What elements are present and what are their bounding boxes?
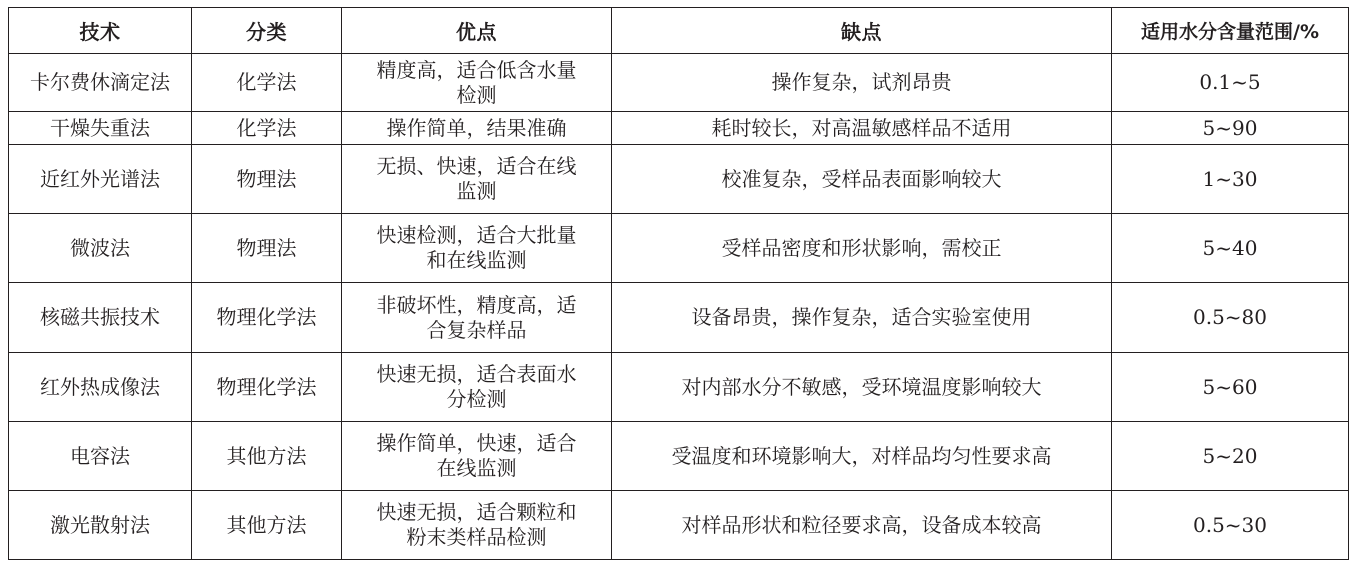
cell-disadvantages: 操作复杂，试剂昂贵: [612, 54, 1112, 112]
cell-range: 5~40: [1112, 214, 1349, 283]
cell-disadvantages: 设备昂贵，操作复杂，适合实验室使用: [612, 283, 1112, 353]
advantages-line: 非破坏性，精度高，适: [376, 292, 577, 317]
cell-tech: 激光散射法: [9, 491, 192, 560]
header-advantages: 优点: [342, 8, 612, 54]
cell-range: 1~30: [1112, 145, 1349, 214]
advantages-line: 快速无损，适合颗粒和: [376, 500, 577, 524]
cell-advantages: [342, 112, 612, 145]
table-row: [9, 214, 1349, 283]
cell-category: 其他方法: [192, 422, 342, 491]
cell-advantages: [342, 145, 612, 214]
cell-disadvantages: 受样品密度和形状影响，需校正: [612, 214, 1112, 283]
advantages-line: 粉末类样品检测: [406, 525, 547, 549]
advantages-line: 分检测: [446, 387, 507, 411]
cell-tech: 核磁共振技术: [9, 283, 192, 353]
cell-category: 化学法: [192, 112, 342, 145]
advantages-line: 和在线监测: [426, 248, 527, 272]
table-row: [9, 54, 1349, 112]
advantages-line: 快速检测，适合大批量: [376, 223, 577, 247]
cell-range: 0.5~30: [1112, 491, 1349, 560]
cell-category: 化学法: [192, 54, 342, 112]
cell-tech: 卡尔费休滴定法: [9, 54, 192, 112]
header-range: 适用水分含量范围/%: [1112, 8, 1349, 54]
advantages-line: 合复杂样品: [426, 317, 527, 342]
cell-tech: 近红外光谱法: [9, 145, 192, 214]
advantages-line: 在线监测: [436, 456, 517, 480]
cell-disadvantages: 耗时较长，对高温敏感样品不适用: [612, 112, 1112, 145]
cell-range: 5~60: [1112, 353, 1349, 422]
table-row: [9, 283, 1349, 353]
cell-disadvantages: 对内部水分不敏感，受环境温度影响较大: [612, 353, 1112, 422]
cell-category: 物理化学法: [192, 353, 342, 422]
cell-advantages: [342, 422, 612, 491]
cell-advantages: [342, 214, 612, 283]
cell-tech: 电容法: [9, 422, 192, 491]
header-row: [9, 8, 1349, 54]
cell-disadvantages: 对样品形状和粒径要求高，设备成本较高: [612, 491, 1112, 560]
cell-disadvantages: 校准复杂，受样品表面影响较大: [612, 145, 1112, 214]
table-row: [9, 145, 1349, 214]
advantages-line: 操作简单，结果准确: [386, 115, 567, 140]
advantages-line: 检测: [456, 82, 497, 107]
table-row: [9, 112, 1349, 145]
cell-range: 0.5~80: [1112, 283, 1349, 353]
cell-category: 物理法: [192, 145, 342, 214]
cell-range: 0.1~5: [1112, 54, 1349, 112]
cell-tech: 红外热成像法: [9, 353, 192, 422]
advantages-line: 精度高，适合低含水量: [376, 57, 577, 82]
table-row: [9, 422, 1349, 491]
cell-advantages: [342, 353, 612, 422]
cell-category: 其他方法: [192, 491, 342, 560]
advantages-line: 无损、快速，适合在线: [376, 154, 577, 178]
advantages-line: 监测: [456, 179, 497, 203]
cell-category: 物理法: [192, 214, 342, 283]
cell-category: 物理化学法: [192, 283, 342, 353]
header-disadvantages: 缺点: [612, 8, 1112, 54]
moisture-methods-table: [8, 7, 1349, 560]
table-row: [9, 353, 1349, 422]
cell-advantages: [342, 283, 612, 353]
advantages-line: 快速无损，适合表面水: [376, 362, 577, 386]
cell-tech: 微波法: [9, 214, 192, 283]
table-row: [9, 491, 1349, 560]
cell-disadvantages: 受温度和环境影响大，对样品均匀性要求高: [612, 422, 1112, 491]
cell-range: 5~20: [1112, 422, 1349, 491]
cell-advantages: [342, 54, 612, 112]
cell-tech: 干燥失重法: [9, 112, 192, 145]
advantages-line: 操作简单，快速，适合: [376, 431, 577, 455]
header-category: 分类: [192, 8, 342, 54]
cell-range: 5~90: [1112, 112, 1349, 145]
cell-advantages: [342, 491, 612, 560]
header-tech: 技术: [9, 8, 192, 54]
